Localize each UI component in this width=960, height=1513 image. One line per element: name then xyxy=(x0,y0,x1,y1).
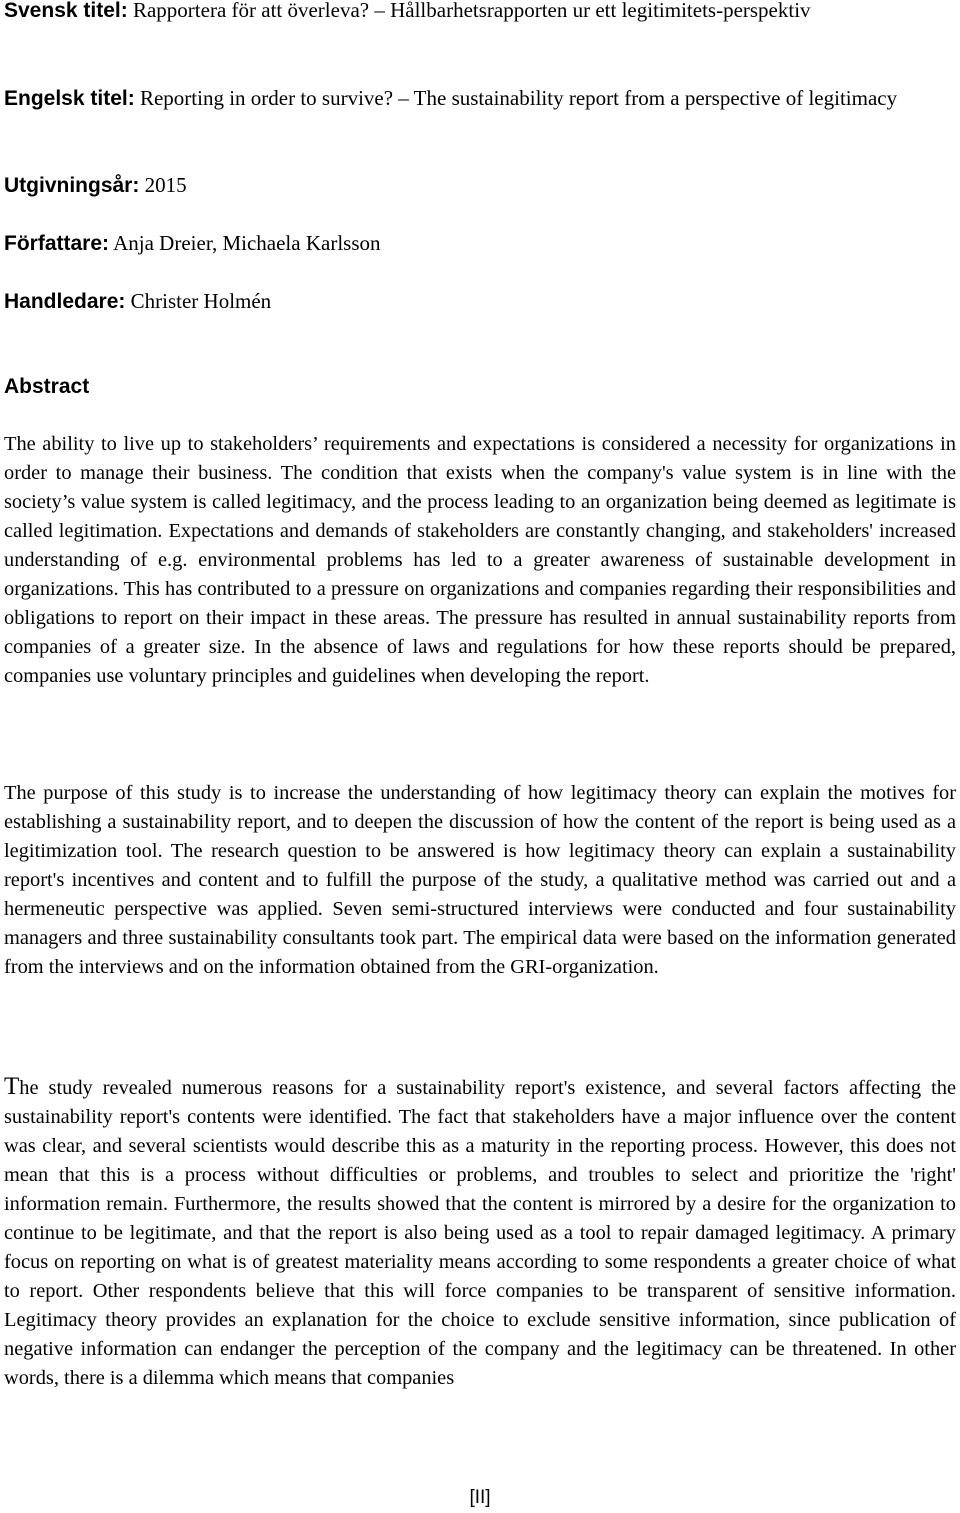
supervisor-value: Christer Holmén xyxy=(130,289,272,313)
supervisor-label: Handledare: xyxy=(4,290,126,313)
abstract-paragraph-1: The ability to live up to stakeholders’ requirements and expectations is considered a necessity for organizations in order to manage their business. The condition that exists when the company's value system is in line with the society’s value system is called legitimacy, and the process leading to an organization being deemed as legitimate is called legitimation. Expectations and demands of stakeholders are constantly changing, and stakeholders' increased understanding of e.g. environmental problems has led to a greater awareness of sustainable development in organizations. This has contributed to a pressure on organizations and companies regarding their responsibilities and obligations to report on their impact in these areas. The pressure has resulted in annual sustainability reports from companies of a greater size. In the absence of laws and regulations for how these reports should be prepared, companies use voluntary principles and guidelines when developing the report. xyxy=(4,433,956,687)
swedish-title-value: Rapportera för att överleva? – Hållbarhetsrapporten ur ett legitimitets-perspektiv xyxy=(132,0,811,22)
authors-value: Anja Dreier, Michaela Karlsson xyxy=(113,231,381,255)
english-title-value: Reporting in order to survive? – The sustainability report from a perspective of legitimacy xyxy=(139,86,898,110)
page-number: [II] xyxy=(469,1487,491,1508)
authors-row xyxy=(4,229,956,258)
publication-year-label: Utgivningsår: xyxy=(4,174,140,197)
english-title-row xyxy=(4,84,956,113)
publication-year-row xyxy=(4,171,956,200)
swedish-title-label: Svensk titel: xyxy=(4,0,128,22)
swedish-title-row xyxy=(4,0,956,25)
english-title-label: Engelsk titel: xyxy=(4,87,135,110)
abstract-heading: Abstract xyxy=(4,375,90,398)
abstract-paragraph-3-text: he study revealed numerous reasons for a sustainability report's existence, and several factors affecting the sustainability report's contents were identified. The fact that stakeholders have a major influence over the content was clear, and several scientists would describe this as a maturity in the reporting process. However, this does not mean that this is a process without difficulties or problems, and troubles to select and prioritize the 'right' information remain. Furthermore, the results showed that the content is mirrored by a desire for the organization to continue to be legitimate, and that the report is also being used as a tool to repair damaged legitimacy. A primary focus on reporting on what is of greatest materiality means according to some respondents a greater choice of what to report. Other respondents believe that this will force companies to be transparent of sensitive information. Legitimacy theory provides an explanation for the choice to exclude sensitive information, since publication of negative information can endanger the perception of the company and the legitimacy can be threatened. In other words, there is a dilemma which means that companies xyxy=(4,1077,956,1389)
authors-label: Författare: xyxy=(4,232,110,255)
supervisor-row xyxy=(4,287,956,316)
abstract-paragraph-3 xyxy=(4,1072,956,1393)
abstract-paragraph-2: The purpose of this study is to increase the understanding of how legitimacy theory can explain the motives for establishing a sustainability report, and to deepen the discussion of how the content of the report is being used as a legitimization tool. The research question to be answered is how legitimacy theory can explain a sustainability report's incentives and content and to fulfill the purpose of the study, a qualitative method was carried out and a hermeneutic perspective was applied. Seven semi-structured interviews were conducted and four sustainability managers and three sustainability consultants took part. The empirical data were based on the information generated from the interviews and on the information obtained from the GRI-organization. xyxy=(4,782,956,978)
paragraph-initial-letter: T xyxy=(4,1073,20,1100)
publication-year-value: 2015 xyxy=(144,173,187,197)
